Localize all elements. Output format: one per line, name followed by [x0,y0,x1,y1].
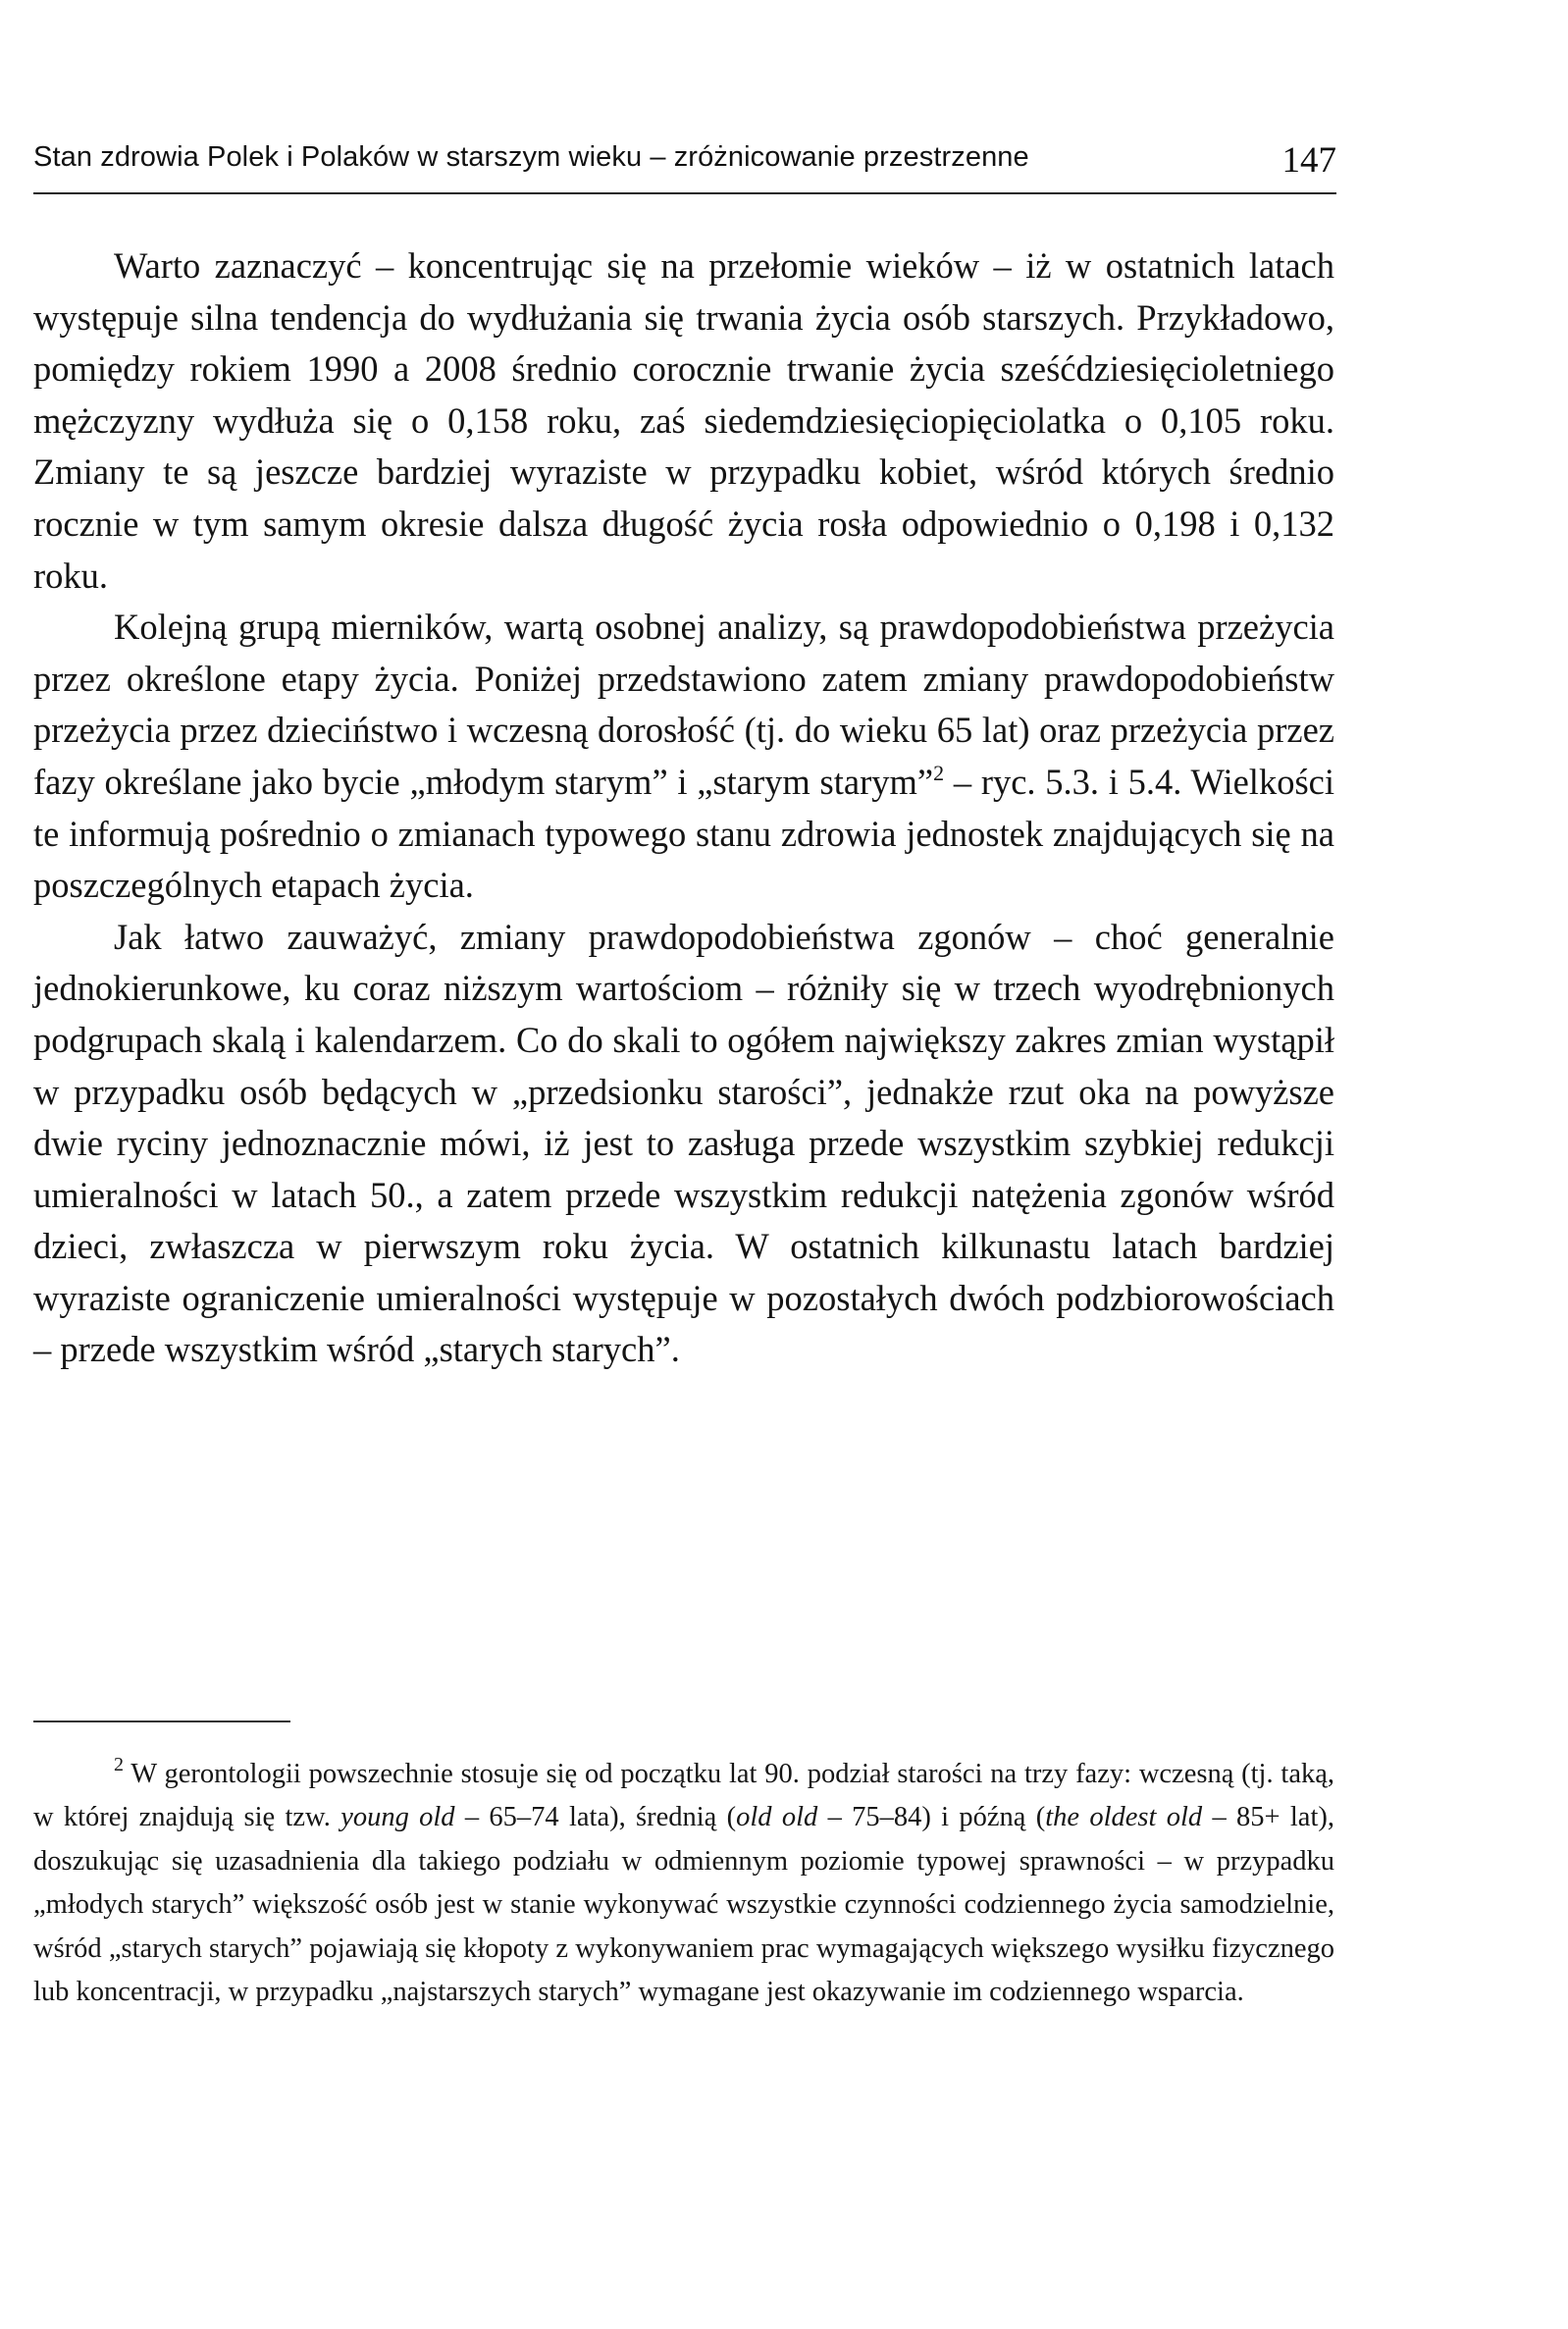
footnote-2 [33,1753,1334,2014]
footnote-term-oldest-old: the oldest old [1045,1802,1203,1833]
running-head: Stan zdrowia Polek i Polaków w starszym wieku – zróżnicowanie przestrzenne [33,141,1029,173]
paragraph-1: Warto zaznaczyć – koncentrując się na przełomie wieków – iż w ostatnich latach występuje silna tendencja do wydłużania się trwania życia osób starszych. Przykładowo, pomiędzy rokiem 1990 a 2008 średnio corocznie trwanie życia sześćdziesięcioletniego mężczyzny wydłuża się o 0,158 roku, zaś siedemdziesięciopięciolatka o 0,105 roku. Zmiany te są jeszcze bardziej wyraziste w przypadku kobiet, wśród których średnio rocznie w tym samym okresie dalsza długość życia rosła odpowiednio o 0,198 i 0,132 roku. [33,245,1334,596]
paragraph-2-text-b: – ryc. 5.3. i 5.4. Wielkości te informują pośrednio o zmianach typowego stanu zdrowia jednostek znajdujących się na poszczególnych etapach życia. [33,761,1334,906]
footnote-mark: 2 [114,1754,124,1775]
footnote-text-3: – 75–84) i późną ( [817,1802,1046,1833]
main-text [33,240,1334,1376]
footnote-reference[interactable]: 2 [933,760,945,785]
footnote-separator [33,1720,290,1722]
paragraph-3: Jak łatwo zauważyć, zmiany prawdopodobieństwa zgonów – choć generalnie jednokierunkowe, ku coraz niższym wartościom – różniły się w trzech wyodrębnionych podgrupach skalą i kalendarzem. Co do skali to ogółem największy zakres zmian wystąpił w przypadku osób będących w „przedsionku starości”, jednakże rzut oka na powyższe dwie ryciny jednoznacznie mówi, iż jest to zasługa przede wszystkim szybkiej redukcji umieralności w latach 50., a zatem przede wszystkim redukcji natężenia zgonów wśród dzieci, zwłaszcza w pierwszym roku życia. W ostatnich kilkunastu latach bardziej wyraziste ograniczenie umieralności występuje w pozostałych dwóch podzbiorowościach – przede wszystkim wśród „starych starych”. [33,916,1334,1370]
paragraph-2 [33,602,1334,912]
footnote-text-4: – 85+ lat), doszukując się uzasadnienia dla takiego podziału w odmiennym poziomie typowej sprawności – w przypadku „młodych starych” większość osób jest w stanie wykonywać wszystkie czynności codziennego życia samodzielnie, wśród „starych starych” pojawiają się kłopoty z wykonywaniem prac wymagających większego wysiłku fizycznego lub koncentracji, w przypadku „najstarszych starych” wymagane jest okazywanie im codziennego wsparcia. [33,1802,1334,2008]
footnote-term-old-old: old old [736,1802,818,1833]
footnote-term-young-old: young old [340,1802,455,1833]
footnote-text-2: – 65–74 lata), średnią ( [454,1802,737,1833]
page-number: 147 [1281,140,1336,181]
page-header [33,141,1336,190]
paragraph-2-text-a: Kolejną grupą mierników, wartą osobnej analizy, są prawdopodobieństwa przeżycia przez określone etapy życia. Poniżej przedstawiono zatem zmiany prawdopodobieństw przeżycia przez dzieciństwo i wczesną dorosłość (tj. do wieku 65 lat) oraz przeżycia przez fazy określane jako bycie „młodym starym” i „starym starym” [33,607,1334,802]
header-rule [33,192,1336,194]
footnote-text-1: W gerontologii powszechnie stosuje się od początku lat 90. podział starości na trzy fazy: wczesną (tj. taką, w której znajdują się tzw. [33,1759,1334,1833]
